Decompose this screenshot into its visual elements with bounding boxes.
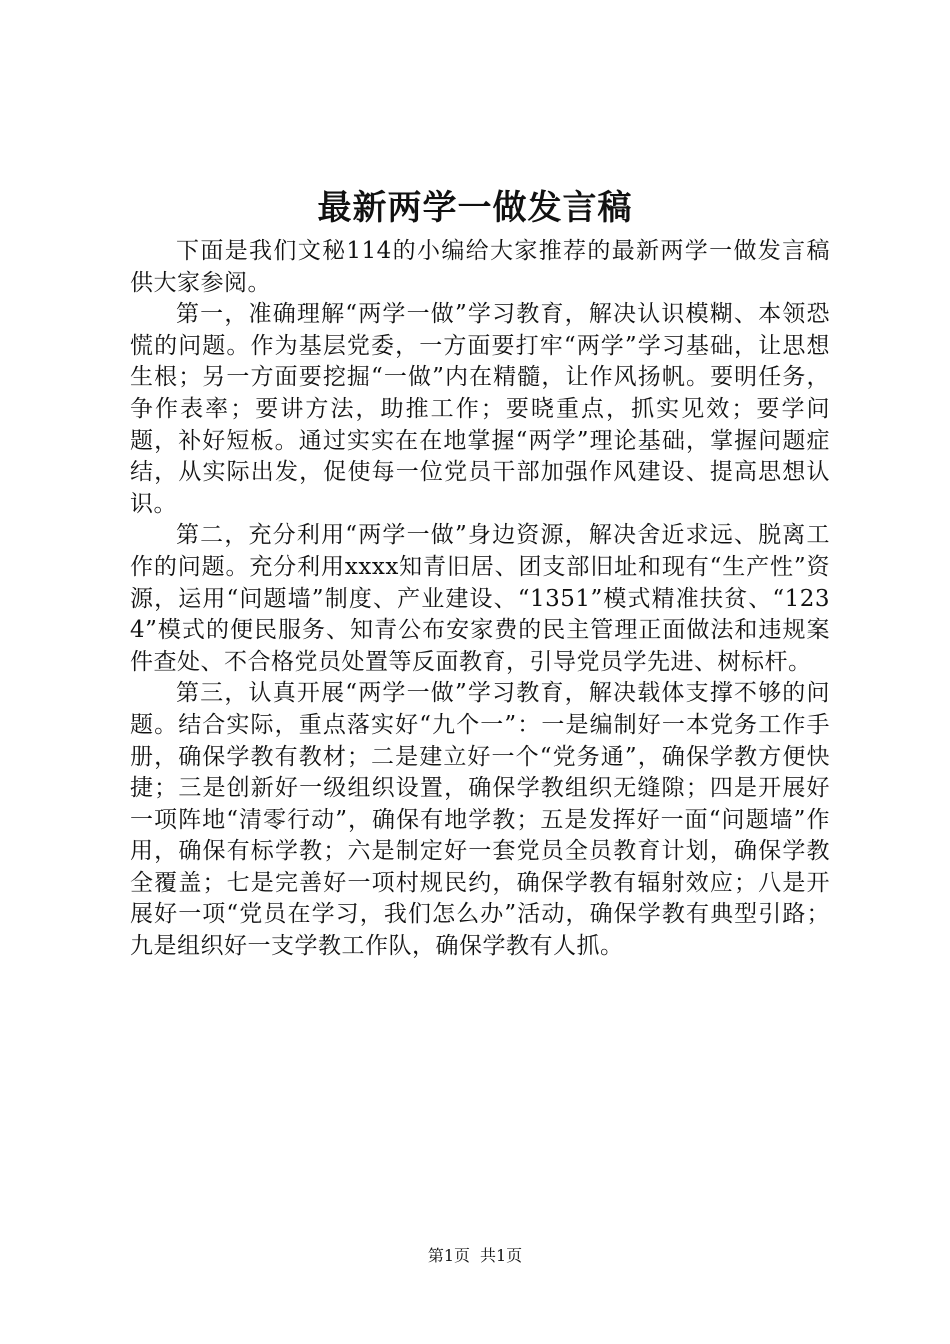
document-body xyxy=(130,236,830,963)
page-total: 共1页 xyxy=(480,1246,523,1265)
paragraph-first: 第一，准确理解“两学一做”学习教育，解决认识模糊、本领恐慌的问题。作为基层党委，一方面要打牢“两学”学习基础，让思想生根；另一方面要挖掘“一做”内在精髓，让作风扬帆。要明任务，争作表率；要讲方法，助推工作；要晓重点，抓实见效；要学问题，补好短板。通过实实在在地掌握“两学”理论基础，掌握问题症结，从实际出发，促使每一位党员干部加强作风建设、提高思想认识。 xyxy=(130,301,830,517)
paragraph-third: 第三，认真开展“两学一做”学习教育，解决载体支撑不够的问题。结合实际，重点落实好“九个一”：一是编制好一本党务工作手册，确保学教有教材；二是建立好一个“党务通”，确保学教方便快捷；三是创新好一级组织设置，确保学教组织无缝隙；四是开展好一项阵地“清零行动”，确保有地学教；五是发挥好一面“问题墙”作用，确保有标学教；六是制定好一套党员全员教育计划，确保学教全覆盖；七是完善好一项村规民约，确保学教有辐射效应；八是开展好一项“党员在学习，我们怎么办”活动，确保学教有典型引路；九是组织好一支学教工作队，确保学教有人抓。 xyxy=(130,680,830,960)
paragraph-intro: 下面是我们文秘114的小编给大家推荐的最新两学一做发言稿供大家参阅。 xyxy=(130,238,830,296)
page-footer xyxy=(0,1244,950,1268)
document-title: 最新两学一做发言稿 xyxy=(317,188,633,228)
page-number: 第1页 xyxy=(427,1246,470,1265)
paragraph-second: 第二，充分利用“两学一做”身边资源，解决舍近求远、脱离工作的问题。充分利用xxxx知青旧居、团支部旧址和现有“生产性”资源，运用“问题墙”制度、产业建设、“1351”模式精准扶贫、“1234”模式的便民服务、知青公布安家费的民主管理正面做法和违规案件查处、不合格党员处置等反面教育，引导党员学先进、树标杆。 xyxy=(130,522,830,675)
